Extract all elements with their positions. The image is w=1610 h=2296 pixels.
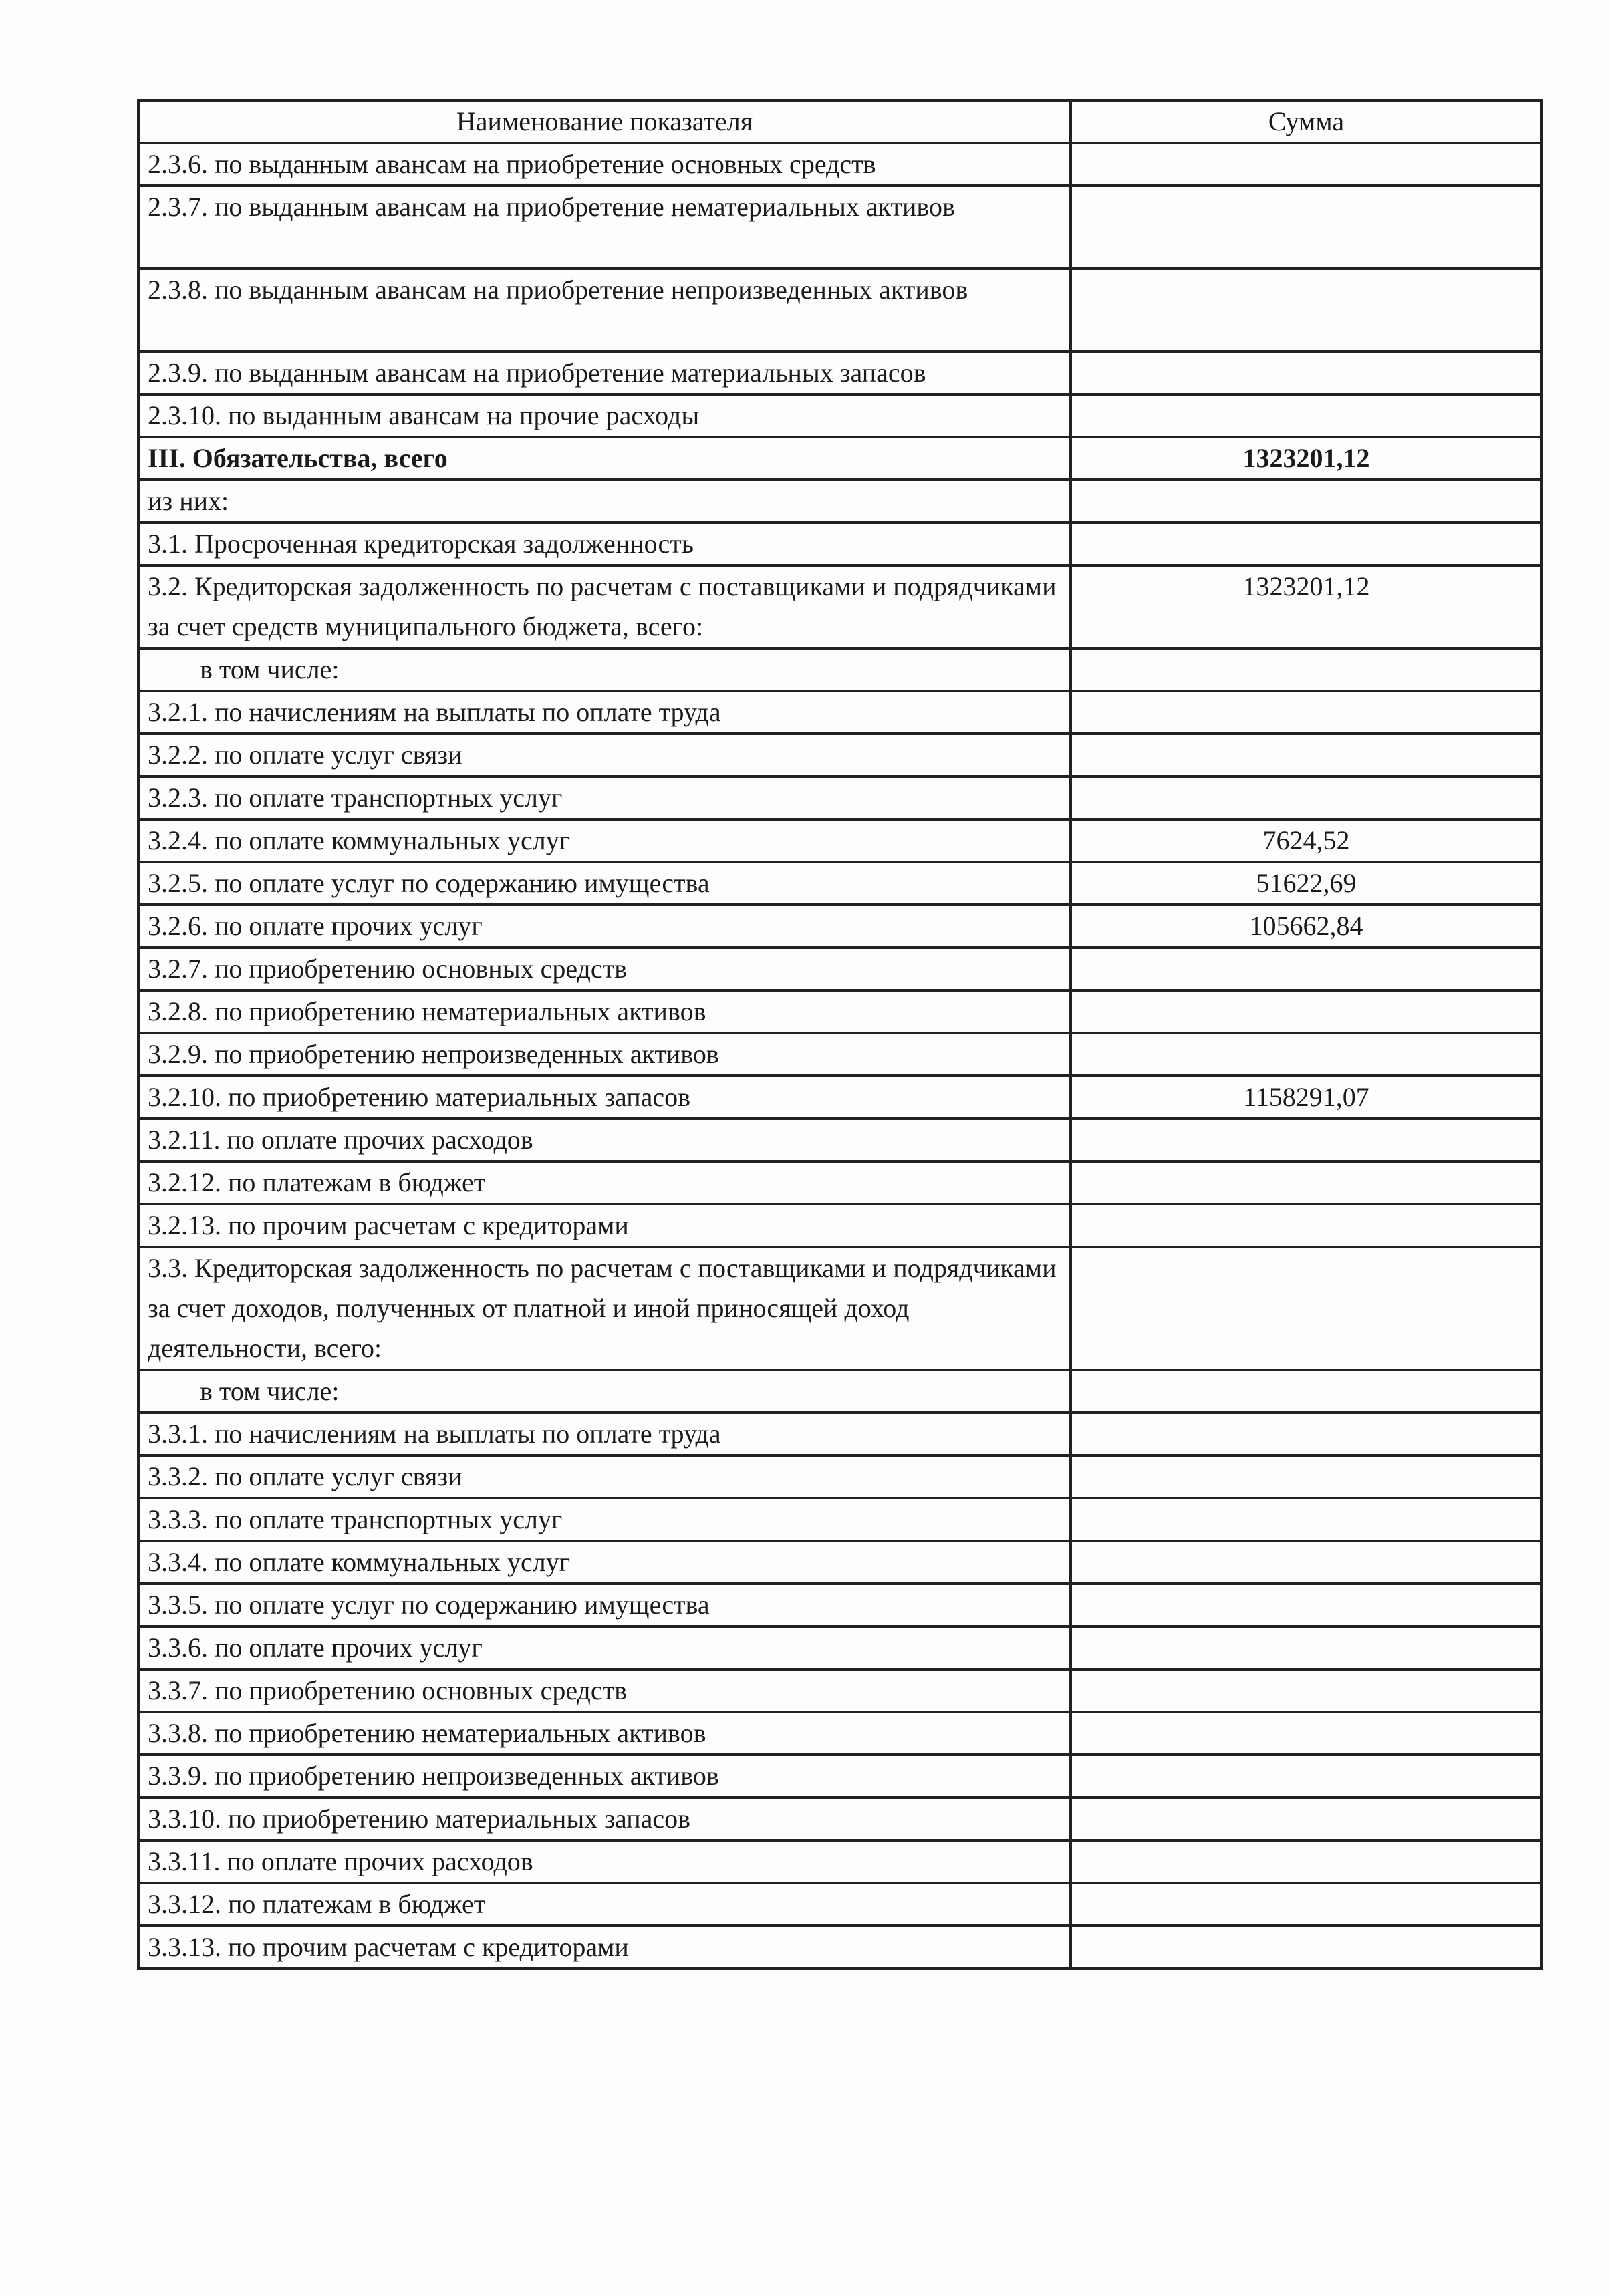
row-sum-value [1071,1541,1542,1584]
row-sum-value [1071,1119,1542,1161]
table-row [138,1119,1542,1161]
row-indicator-name: 3.3.7. по приобретению основных средств [138,1669,1071,1712]
row-sum-value [1071,186,1542,269]
row-indicator-name: 2.3.8. по выданным авансам на приобретение непроизведенных активов [138,269,1071,351]
table-row [138,1076,1542,1119]
row-indicator-name: 3.2.1. по начислениям на выплаты по оплате труда [138,691,1071,734]
row-sum-value [1071,691,1542,734]
table-row [138,1498,1542,1541]
row-sum-value [1071,1926,1542,1969]
row-sum-value [1071,1204,1542,1247]
table-row [138,1926,1542,1969]
table-row [138,1626,1542,1669]
row-sum-value [1071,1755,1542,1798]
row-sum-value [1071,1798,1542,1840]
row-indicator-name: 3.2.9. по приобретению непроизведенных активов [138,1033,1071,1076]
table-row [138,1161,1542,1204]
row-sum-value [1071,1883,1542,1926]
row-indicator-name: 3.3.1. по начислениям на выплаты по оплате труда [138,1413,1071,1455]
table-row [138,776,1542,819]
row-sum-value [1071,648,1542,691]
row-indicator-name: 3.2.2. по оплате услуг связи [138,734,1071,776]
table-row [138,691,1542,734]
header-sum: Сумма [1071,100,1542,143]
liabilities-table [137,99,1543,1970]
table-row [138,1840,1542,1883]
table-row [138,1541,1542,1584]
table-row [138,480,1542,523]
row-indicator-name: 3.3.4. по оплате коммунальных услуг [138,1541,1071,1584]
row-indicator-name: 3.2.12. по платежам в бюджет [138,1161,1071,1204]
row-indicator-name: 3.3.8. по приобретению нематериальных активов [138,1712,1071,1755]
row-indicator-name: 3.3.9. по приобретению непроизведенных активов [138,1755,1071,1798]
row-sum-value [1071,143,1542,186]
table-row [138,351,1542,394]
row-sum-value [1071,734,1542,776]
row-indicator-name: 3.2.6. по оплате прочих услуг [138,905,1071,948]
row-sum-value [1071,1455,1542,1498]
row-indicator-name: 3.3.12. по платежам в бюджет [138,1883,1071,1926]
row-indicator-name: 3.1. Просроченная кредиторская задолженность [138,523,1071,565]
table-row [138,1712,1542,1755]
row-sum-value [1071,1626,1542,1669]
table-row [138,1669,1542,1712]
row-indicator-name: 3.2.13. по прочим расчетам с кредиторами [138,1204,1071,1247]
row-sum-value [1071,269,1542,351]
row-indicator-name: 2.3.6. по выданным авансам на приобретение основных средств [138,143,1071,186]
row-indicator-name: 3.3. Кредиторская задолженность по расчетам с поставщиками и подрядчиками за счет доходов, полученных от платной и иной приносящей доход деятельности, всего: [138,1247,1071,1370]
table-row [138,1584,1542,1626]
row-indicator-name: 3.3.5. по оплате услуг по содержанию имущества [138,1584,1071,1626]
row-indicator-name: в том числе: [138,648,1071,691]
table-row [138,1755,1542,1798]
table-row [138,1247,1542,1370]
table-row [138,862,1542,905]
row-indicator-name: 2.3.10. по выданным авансам на прочие расходы [138,394,1071,437]
row-indicator-name: 3.3.3. по оплате транспортных услуг [138,1498,1071,1541]
row-indicator-name: 3.3.6. по оплате прочих услуг [138,1626,1071,1669]
row-indicator-name: 3.2.8. по приобретению нематериальных активов [138,990,1071,1033]
table-row [138,990,1542,1033]
table-row [138,905,1542,948]
table-row [138,734,1542,776]
table-header-row [138,100,1542,143]
row-indicator-name: из них: [138,480,1071,523]
row-sum-value [1071,1584,1542,1626]
row-sum-value [1071,1413,1542,1455]
table-row [138,819,1542,862]
row-sum-value [1071,1840,1542,1883]
row-sum-value [1071,1712,1542,1755]
row-sum-value [1071,523,1542,565]
row-indicator-name: III. Обязательства, всего [138,437,1071,480]
row-sum-value [1071,1370,1542,1413]
row-indicator-name: 3.3.13. по прочим расчетам с кредиторами [138,1926,1071,1969]
row-indicator-name: 3.3.10. по приобретению материальных запасов [138,1798,1071,1840]
table-row [138,1370,1542,1413]
row-indicator-name: 3.2.3. по оплате транспортных услуг [138,776,1071,819]
table-row [138,565,1542,648]
row-sum-value: 1323201,12 [1071,565,1542,648]
row-sum-value [1071,1247,1542,1370]
table-row [138,648,1542,691]
row-sum-value: 105662,84 [1071,905,1542,948]
row-sum-value [1071,351,1542,394]
row-indicator-name: 3.2.7. по приобретению основных средств [138,948,1071,990]
row-indicator-name: 2.3.7. по выданным авансам на приобретение нематериальных активов [138,186,1071,269]
table-row [138,1798,1542,1840]
row-sum-value [1071,776,1542,819]
table-row [138,1033,1542,1076]
header-indicator-name: Наименование показателя [138,100,1071,143]
row-indicator-name: 3.2.4. по оплате коммунальных услуг [138,819,1071,862]
table-row [138,523,1542,565]
row-indicator-name: 3.3.2. по оплате услуг связи [138,1455,1071,1498]
row-indicator-name: 3.2.5. по оплате услуг по содержанию имущества [138,862,1071,905]
table-row [138,1455,1542,1498]
table-body [138,143,1542,1969]
row-indicator-name: 3.2. Кредиторская задолженность по расчетам с поставщиками и подрядчиками за счет средств муниципального бюджета, всего: [138,565,1071,648]
row-indicator-name: 2.3.9. по выданным авансам на приобретение материальных запасов [138,351,1071,394]
table-row [138,186,1542,269]
table-row [138,948,1542,990]
table-row [138,437,1542,480]
table-row [138,1883,1542,1926]
row-sum-value [1071,948,1542,990]
table-row [138,143,1542,186]
row-sum-value [1071,394,1542,437]
row-sum-value [1071,1498,1542,1541]
table-row [138,394,1542,437]
row-sum-value [1071,990,1542,1033]
row-sum-value [1071,1161,1542,1204]
row-indicator-name: 3.3.11. по оплате прочих расходов [138,1840,1071,1883]
row-indicator-name: 3.2.10. по приобретению материальных запасов [138,1076,1071,1119]
row-indicator-name: в том числе: [138,1370,1071,1413]
row-sum-value: 51622,69 [1071,862,1542,905]
row-sum-value: 7624,52 [1071,819,1542,862]
row-sum-value [1071,1033,1542,1076]
table-row [138,1204,1542,1247]
row-sum-value: 1158291,07 [1071,1076,1542,1119]
table-row [138,269,1542,351]
row-sum-value [1071,1669,1542,1712]
row-indicator-name: 3.2.11. по оплате прочих расходов [138,1119,1071,1161]
table-row [138,1413,1542,1455]
row-sum-value [1071,480,1542,523]
row-sum-value: 1323201,12 [1071,437,1542,480]
